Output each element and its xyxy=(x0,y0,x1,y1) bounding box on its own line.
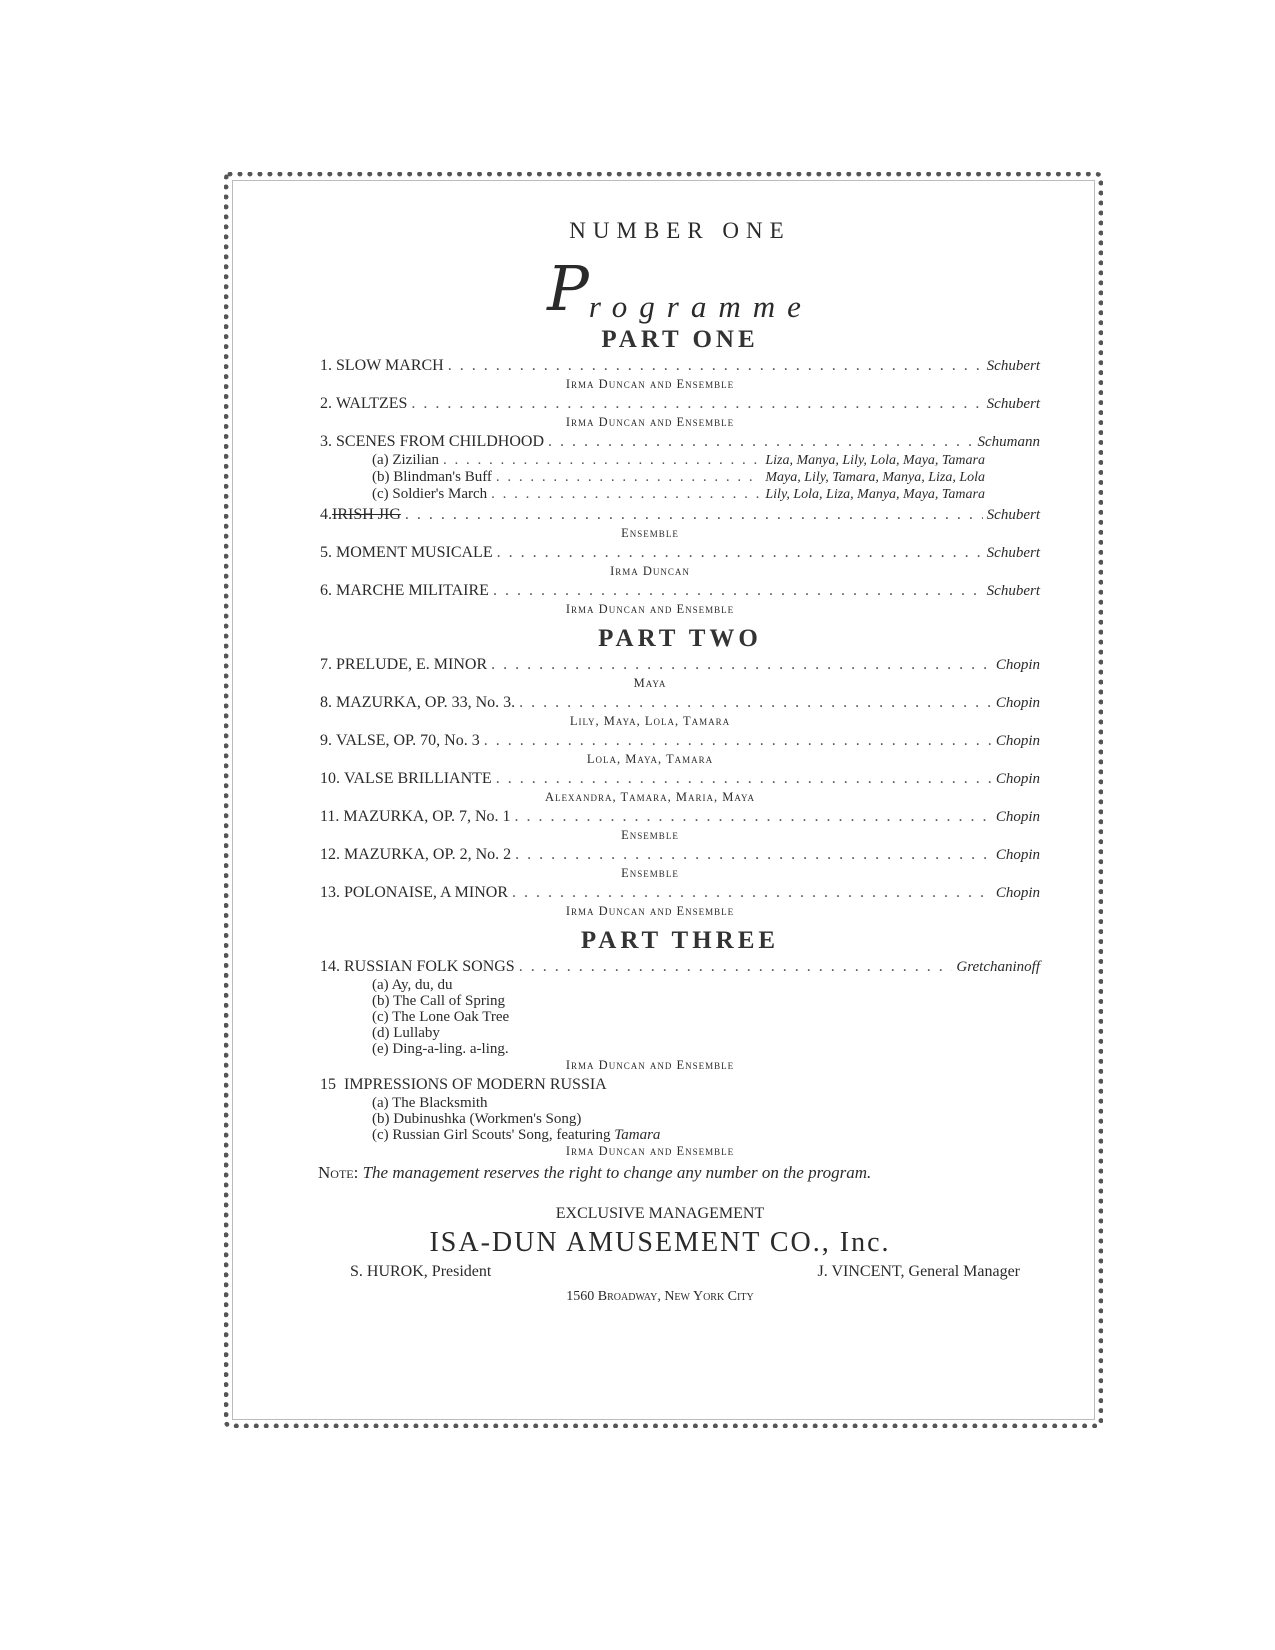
programme-item xyxy=(320,1075,1040,1159)
item-performers: Irma Duncan and Ensemble xyxy=(565,904,735,918)
item-number: 2. xyxy=(320,395,332,412)
title-initial: P xyxy=(547,252,589,325)
item-performers: Irma Duncan and Ensemble xyxy=(565,377,735,391)
item-number: 1. xyxy=(320,357,332,374)
scene-performers: Liza, Manya, Lily, Lola, Maya, Tamara xyxy=(765,453,985,468)
item-number: 6. xyxy=(320,582,332,599)
part-two-heading: PART TWO xyxy=(598,625,762,652)
programme-item xyxy=(320,432,1040,503)
part-one-heading: PART ONE xyxy=(601,326,759,353)
item-number: 15 xyxy=(320,1076,336,1093)
item-title: MAZURKA, OP. 33, No. 3. xyxy=(336,694,516,711)
programme-item xyxy=(320,807,1040,843)
programme-item xyxy=(320,356,1040,392)
programme-item xyxy=(320,655,1040,691)
scene-label: (b) Blindman's Buff xyxy=(372,469,492,485)
programme-item xyxy=(320,731,1040,767)
song: (c) The Lone Oak Tree xyxy=(372,1009,510,1025)
item-title: MAZURKA, OP. 2, No. 2 xyxy=(344,846,512,863)
title-rest: rogramme xyxy=(588,289,813,324)
note-label: Note: xyxy=(318,1163,359,1182)
item-performers: Lola, Maya, Tamara xyxy=(586,752,714,766)
item-title: POLONAISE, A MINOR xyxy=(344,884,509,901)
item-title: RUSSIAN FOLK SONGS xyxy=(344,958,515,975)
item-title: WALTZES xyxy=(336,395,408,412)
item-title: VALSE BRILLIANTE xyxy=(344,770,492,787)
programme-item xyxy=(320,394,1040,430)
item-composer: Schubert xyxy=(986,545,1040,561)
programme-item xyxy=(320,693,1040,729)
song: (c) Russian Girl Scouts' Song, featuring Tamara xyxy=(372,1127,661,1143)
programme-item xyxy=(320,543,1040,579)
scene-performers: Lily, Lola, Liza, Manya, Maya, Tamara xyxy=(765,487,985,502)
item-composer: Schubert xyxy=(986,507,1040,523)
item-composer: Schumann xyxy=(977,434,1040,450)
item-performers: Irma Duncan and Ensemble xyxy=(565,415,735,429)
item-composer: Chopin xyxy=(995,695,1040,711)
item-performers: Ensemble xyxy=(621,866,679,880)
programme-item xyxy=(320,957,1040,1073)
item-composer: Chopin xyxy=(995,657,1040,673)
programme-item xyxy=(320,505,1040,541)
item-composer: Chopin xyxy=(995,847,1040,863)
item-performers: Irma Duncan and Ensemble xyxy=(565,602,735,616)
programme-content xyxy=(320,180,1040,1305)
item-composer: Chopin xyxy=(995,771,1040,787)
programme-item xyxy=(320,883,1040,919)
scene-label: (c) Soldier's March xyxy=(372,486,488,502)
item-title: SCENES FROM CHILDHOOD xyxy=(336,433,545,450)
item-number: 8. xyxy=(320,694,332,711)
general-manager: J. VINCENT, General Manager xyxy=(817,1263,1020,1280)
item-performers: Alexandra, Tamara, Maria, Maya xyxy=(544,790,756,804)
item-performers: Irma Duncan and Ensemble xyxy=(565,1144,735,1158)
featured-performer: Tamara xyxy=(614,1127,661,1143)
item-title: MAZURKA, OP. 7, No. 1 xyxy=(343,808,511,825)
exclusive-management: EXCLUSIVE MANAGEMENT xyxy=(555,1205,765,1222)
item-title: IMPRESSIONS OF MODERN RUSSIA xyxy=(344,1076,607,1093)
item-composer: Chopin xyxy=(995,733,1040,749)
address: 1560 Broadway, New York City xyxy=(566,1289,754,1304)
item-composer: Chopin xyxy=(995,809,1040,825)
item-number: 7. xyxy=(320,656,332,673)
item-performers: Ensemble xyxy=(621,526,679,540)
song: (d) Lullaby xyxy=(372,1025,440,1041)
item-number: 11. xyxy=(320,808,340,825)
song: (e) Ding-a-ling. a-ling. xyxy=(372,1041,509,1057)
song-list xyxy=(372,977,1040,1057)
programme-item xyxy=(320,581,1040,617)
item-performers: Maya xyxy=(633,676,667,690)
company-name: ISA-DUN AMUSEMENT CO., Inc. xyxy=(429,1227,891,1258)
item-title: VALSE, OP. 70, No. 3 xyxy=(336,732,480,749)
item-performers: Irma Duncan and Ensemble xyxy=(565,1058,735,1072)
item-number: 10. xyxy=(320,770,340,787)
programme-item xyxy=(320,845,1040,881)
item-number: 4. xyxy=(320,506,332,523)
item-composer: Schubert xyxy=(986,396,1040,412)
scene-performers: Maya, Lily, Tamara, Manya, Liza, Lola xyxy=(765,470,985,485)
song: (b) The Call of Spring xyxy=(372,993,506,1009)
item-composer: Chopin xyxy=(995,885,1040,901)
item-composer: Gretchaninoff xyxy=(956,959,1040,975)
programme-item xyxy=(320,769,1040,805)
scene-label: (a) Zizilian xyxy=(372,452,440,468)
song: (a) Ay, du, du xyxy=(372,977,453,993)
item-performers: Ensemble xyxy=(621,828,679,842)
item-performers: Lily, Maya, Lola, Tamara xyxy=(569,714,731,728)
item-number: 12. xyxy=(320,846,340,863)
management-note xyxy=(318,1163,1040,1183)
item-number: 13. xyxy=(320,884,340,901)
item-number: 3. xyxy=(320,433,332,450)
president: S. HUROK, President xyxy=(350,1263,492,1280)
item-title: MARCHE MILITAIRE xyxy=(336,582,489,599)
song: (a) The Blacksmith xyxy=(372,1095,488,1111)
number-heading: NUMBER ONE xyxy=(569,218,791,243)
part-three-heading: PART THREE xyxy=(580,927,780,954)
song-list xyxy=(372,1095,1040,1143)
programme-title xyxy=(320,252,1040,325)
item-number: 5. xyxy=(320,544,332,561)
song: (b) Dubinushka (Workmen's Song) xyxy=(372,1111,582,1127)
item-title: PRELUDE, E. MINOR xyxy=(336,656,488,673)
item-composer: Schubert xyxy=(986,583,1040,599)
item-number: 9. xyxy=(320,732,332,749)
scene-list xyxy=(372,452,1040,503)
item-performers: Irma Duncan xyxy=(610,564,690,578)
item-title: SLOW MARCH xyxy=(336,357,444,374)
officers xyxy=(300,1263,1040,1281)
item-number: 14. xyxy=(320,958,340,975)
item-title: IRISH JIG xyxy=(332,506,401,523)
note-text: The management reserves the right to change any number on the program. xyxy=(362,1163,872,1182)
item-title: MOMENT MUSICALE xyxy=(336,544,493,561)
item-composer: Schubert xyxy=(986,358,1040,374)
